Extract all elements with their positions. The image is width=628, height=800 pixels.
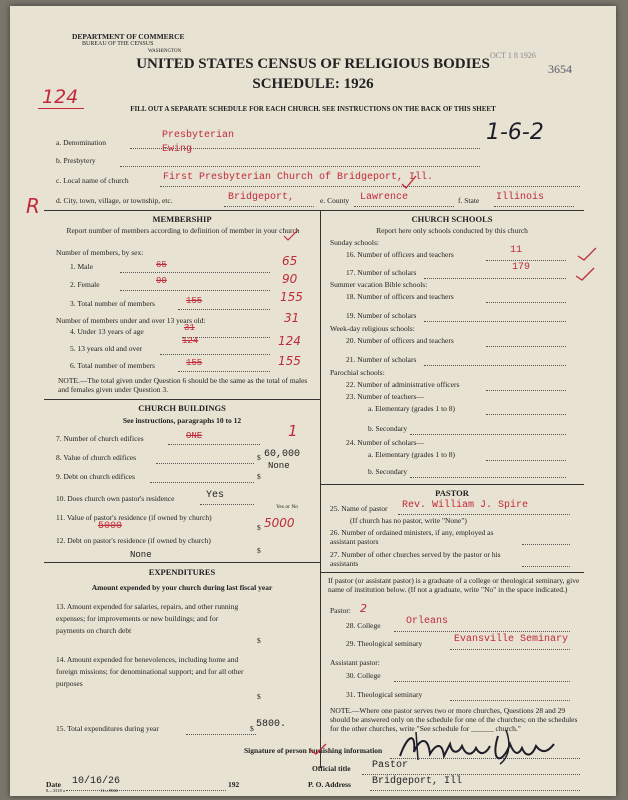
city-name: WASHINGTON xyxy=(148,49,182,54)
q3-label: 3. Total number of members xyxy=(70,299,155,308)
graduate-note: If pastor (or assistant pastor) is a graduate of a college or theological seminary, give name of institution below. (If not a graduate, write "No" in the space indicated.) xyxy=(328,576,580,594)
q2-hand: 90 xyxy=(282,272,298,286)
handwritten-r: R xyxy=(26,194,40,218)
q28-value: Orleans xyxy=(406,616,449,627)
q3-hand: 155 xyxy=(280,290,303,304)
official-title-value: Pastor xyxy=(372,760,409,771)
q27-label: 27. Number of other churches served by the pastor or his assistants xyxy=(330,550,501,568)
official-title-label: Official title xyxy=(312,764,351,773)
q1-label: 1. Male xyxy=(70,262,93,271)
q2-typed: 90 xyxy=(156,276,167,286)
parochial-label: Parochial schools: xyxy=(330,368,385,377)
form-title: UNITED STATES CENSUS OF RELIGIOUS BODIES xyxy=(136,56,490,72)
denomination-label: a. Denomination xyxy=(56,138,106,147)
q25-label: 25. Name of pastor xyxy=(330,504,388,513)
expenditures-sub: Amount expended by your church during last fiscal year xyxy=(91,583,273,592)
q13-label: 13. Amount expended for salaries, repairs, and other running expenses; for improvements or new buildings; and for payments on church debt xyxy=(56,602,239,635)
q26-label: 26. Number of ordained ministers, if any, employed as assistant pastors xyxy=(330,528,494,546)
denomination-value: Presbyterian xyxy=(162,130,235,141)
presbytery-value: Ewing xyxy=(162,144,193,155)
q15-value: 5800. xyxy=(256,719,287,730)
q9-label: 9. Debt on church edifices xyxy=(56,472,135,481)
q6-label: 6. Total number of members xyxy=(70,361,155,370)
expenditures-heading: EXPENDITURES xyxy=(148,567,216,577)
state-label: f. State xyxy=(458,196,480,205)
schools-heading: CHURCH SCHOOLS xyxy=(411,214,493,224)
q28-label: 28. College xyxy=(346,621,381,630)
q29-label: 29. Theological seminary xyxy=(346,639,423,648)
q19-label: 19. Number of scholars xyxy=(346,311,417,320)
census-schedule-sheet: DEPARTMENT OF COMMERCE BUREAU OF THE CENSUS WASHINGTON UNITED STATES CENSUS OF RELIGIOUS BODIES SCHEDULE: 1926 FILL OUT A SEPARATE SCHEDULE FOR EACH CHURCH. SEE INSTRUCTIONS ON THE BACK OF THIS SHEET OCT 1 8 1926 3654 124 1-6-2 R a. Denomination Presbyterian b. Presbytery Ewing c. Local name of church First Presbyterian Church of Bridgeport, Ill. d. City, town, village, or township, etc. Bridgeport, e. County Lawrence f. State Illinois MEMBERSHIP Report number of members according to definition of member in your church Number of members, by sex: 1. Male 65 65 2. Female 90 90 3. Total number of members 155 155 Number of members under and over 13 years old: 4. Under 13 years of age 31 31 5. 13 years old and over 124 124 6. Total number of members 155 155 NOTE.—The total given under Question 6 should be the same as the total of males and females given under Question 3. CHURCH BUILDINGS See instructions, paragraphs 10 to 12 7. Number of church edifices ONE 1 8. Value of church edifices $ 60,000 None 9. Debt on church edifices $ 10. Does church own pastor's residence Yes Yes or No 11. Value of pastor's residence (if owned by church) 5000 $ 5000 12. Debt on pastor's residence (if owned by church) $ None EXPENDITURES Amount expended by your church during last fiscal year 13. Amount expended for salaries, repairs, and other running expenses; for improvements or new buildings; and for payments on church debt $ 14. Amount expended for benevolences, including home and foreign missions; for denominational support; and for all other purposes $ 15. Total expenditures during year $ 5800. CHURCH SCHOOLS Report here only schools conducted by this church Sunday schools: 16. Number of officers and teachers 11 17. Number of scholars 179 Summer vacation Bible schools: 18. Number of officers and teachers 19. Number of scholars Week-day religious schools: 20. Number of officers and teachers 21. Number of scholars Parochial schools: 22. Number of administrative officers 23. Number of teachers— a. Elementary (grades 1 to 8) b. Secondary 24. Number of scholars— a. Elementary (grades 1 to 8) b. Secondary PASTOR 25. Name of pastor Rev. William J. Spire (If church has no pastor, write "None") 26. Number of ordained ministers, if any, employed as assistant pastors 27. Number of other churches served by the pastor or his assistants If pastor (or assistant pastor) is a graduate of a college or theological seminary, give name of institution below. (If not a graduate, write "No" in the space indicated.) Pastor: 2 28. College Orleans 29. Theological seminary Evansville Seminary Assistant pastor: 30. College 31. Theological seminary NOTE.—Where one pastor serves two or more churches, Questions 28 and 29 should be answered only on the schedule for one of the churches; on the schedules for the other churches, write "See schedule for ______ church." Signature of person furnishing information Official title Pastor Date 10/16/26 192 P. O. Address Bridgeport, Ill 8—3318 a 11—9046 xyxy=(10,6,616,796)
state-value: Illinois xyxy=(496,192,545,203)
q5-hand: 124 xyxy=(278,334,301,348)
q22-label: 22. Number of administrative officers xyxy=(346,380,460,389)
church-name-label: c. Local name of church xyxy=(56,176,129,185)
church-name-value: First Presbyterian Church of Bridgeport, Ill. xyxy=(163,172,434,183)
county-value: Lawrence xyxy=(360,192,409,203)
form-instruction: FILL OUT A SEPARATE SCHEDULE FOR EACH CHURCH. SEE INSTRUCTIONS ON THE BACK OF THIS SHEET xyxy=(130,105,496,113)
membership-note: NOTE.—The total given under Question 6 should be the same as the total of males and females given under Question 3. xyxy=(58,376,308,394)
q31-label: 31. Theological seminary xyxy=(346,690,423,699)
q10-label: 10. Does church own pastor's residence xyxy=(56,494,175,503)
date-value: 10/16/26 xyxy=(72,776,121,787)
presbytery-label: b. Presbytery xyxy=(56,156,96,165)
q9-value: None xyxy=(268,461,290,471)
q6-typed: 155 xyxy=(186,358,203,368)
weekday-label: Week-day religious schools: xyxy=(330,324,415,333)
q30-label: 30. College xyxy=(346,671,381,680)
schools-intro: Report here only schools conducted by this church xyxy=(376,226,528,235)
q16-label: 16. Number of officers and teachers xyxy=(346,250,454,259)
q17-value: 179 xyxy=(512,262,531,273)
q29-value: Evansville Seminary xyxy=(454,634,569,645)
q4-hand: 31 xyxy=(284,311,300,325)
q16-value: 11 xyxy=(510,245,523,256)
q5-typed: 124 xyxy=(182,336,199,346)
q15-label: 15. Total expenditures during year xyxy=(56,724,159,733)
schedule-title: SCHEDULE: 1926 xyxy=(252,76,374,92)
q17-label: 17. Number of scholars xyxy=(346,268,417,277)
pastor-heading: PASTOR xyxy=(435,488,469,498)
age-label: Number of members under and over 13 years old: xyxy=(56,316,206,325)
q21-label: 21. Number of scholars xyxy=(346,355,417,364)
date-label: Date xyxy=(46,780,61,789)
handwritten-code: 1-6-2 xyxy=(486,120,544,145)
received-stamp-date: OCT 1 8 1926 xyxy=(490,51,536,60)
asst-label: Assistant pastor: xyxy=(330,658,380,667)
q1-hand: 65 xyxy=(282,254,298,268)
pastor-note: NOTE.—Where one pastor serves two or more churches, Questions 28 and 29 should be answered only on the schedule for one of the churches; on the schedules for the other churches, write "See schedule for ______ church." xyxy=(330,706,578,733)
po-address-value: Bridgeport, Ill xyxy=(372,776,463,787)
q8-value: 60,000 xyxy=(264,449,301,460)
q10-value: Yes xyxy=(206,490,225,501)
q24a-label: a. Elementary (grades 1 to 8) xyxy=(368,450,456,459)
q11-typed: 5000 xyxy=(98,521,123,532)
buildings-sub: See instructions, paragraphs 10 to 12 xyxy=(122,416,242,425)
q12-value: None xyxy=(130,550,152,560)
buildings-heading: CHURCH BUILDINGS xyxy=(138,403,226,413)
q7-hand: 1 xyxy=(288,422,298,440)
check-marks xyxy=(10,6,616,796)
q12-label: 12. Debt on pastor's residence (if owned by church) xyxy=(56,536,211,545)
q24-label: 24. Number of scholars— xyxy=(346,438,424,447)
signature-label: Signature of person furnishing information xyxy=(244,746,383,755)
q5-label: 5. 13 years old and over xyxy=(70,344,143,353)
by-sex-label: Number of members, by sex: xyxy=(56,248,144,257)
pastor-label: Pastor: xyxy=(330,606,351,615)
q8-label: 8. Value of church edifices xyxy=(56,453,137,462)
sunday-label: Sunday schools: xyxy=(330,238,379,247)
form-number: 8—3318 a xyxy=(46,788,65,793)
po-address-label: P. O. Address xyxy=(308,780,351,789)
membership-heading: MEMBERSHIP xyxy=(152,214,212,224)
bureau-name: BUREAU OF THE CENSUS xyxy=(82,41,154,47)
q23-label: 23. Number of teachers— xyxy=(346,392,424,401)
city-value: Bridgeport, xyxy=(228,192,295,203)
q23b-label: b. Secondary xyxy=(368,424,408,433)
county-label: e. County xyxy=(320,196,350,205)
pastor-hand: 2 xyxy=(360,602,367,615)
city-label: d. City, town, village, or township, etc. xyxy=(56,196,173,205)
q11-label: 11. Value of pastor's residence (if owned by church) xyxy=(56,513,212,522)
date-year: 192 xyxy=(228,780,240,789)
q23a-label: a. Elementary (grades 1 to 8) xyxy=(368,404,456,413)
q7-label: 7. Number of church edifices xyxy=(56,434,144,443)
q2-label: 2. Female xyxy=(70,280,100,289)
q1-typed: 65 xyxy=(156,260,167,270)
form-number-2: 11—9046 xyxy=(100,788,118,793)
q25-value: Rev. William J. Spire xyxy=(402,500,529,511)
q4-typed: 31 xyxy=(184,323,195,333)
q24b-label: b. Secondary xyxy=(368,467,408,476)
dept-name: DEPARTMENT OF COMMERCE xyxy=(72,32,185,41)
q11-hand: 5000 xyxy=(264,516,295,530)
q4-label: 4. Under 13 years of age xyxy=(70,327,144,336)
yes-no-hint: Yes or No xyxy=(276,504,299,510)
q14-label: 14. Amount expended for benevolences, including home and foreign missions; for denominational support; and for all other purposes xyxy=(56,655,244,688)
q7-typed: ONE xyxy=(186,431,203,441)
q25-note: (If church has no pastor, write "None") xyxy=(350,516,467,525)
summer-label: Summer vacation Bible schools: xyxy=(330,280,428,289)
q18-label: 18. Number of officers and teachers xyxy=(346,292,454,301)
membership-intro: Report number of members according to definition of member in your church xyxy=(66,226,300,235)
q3-typed: 155 xyxy=(186,296,203,306)
q6-hand: 155 xyxy=(278,354,301,368)
serial-stamp: 3654 xyxy=(548,62,572,76)
handwritten-number: 124 xyxy=(42,86,79,108)
q20-label: 20. Number of officers and teachers xyxy=(346,336,454,345)
